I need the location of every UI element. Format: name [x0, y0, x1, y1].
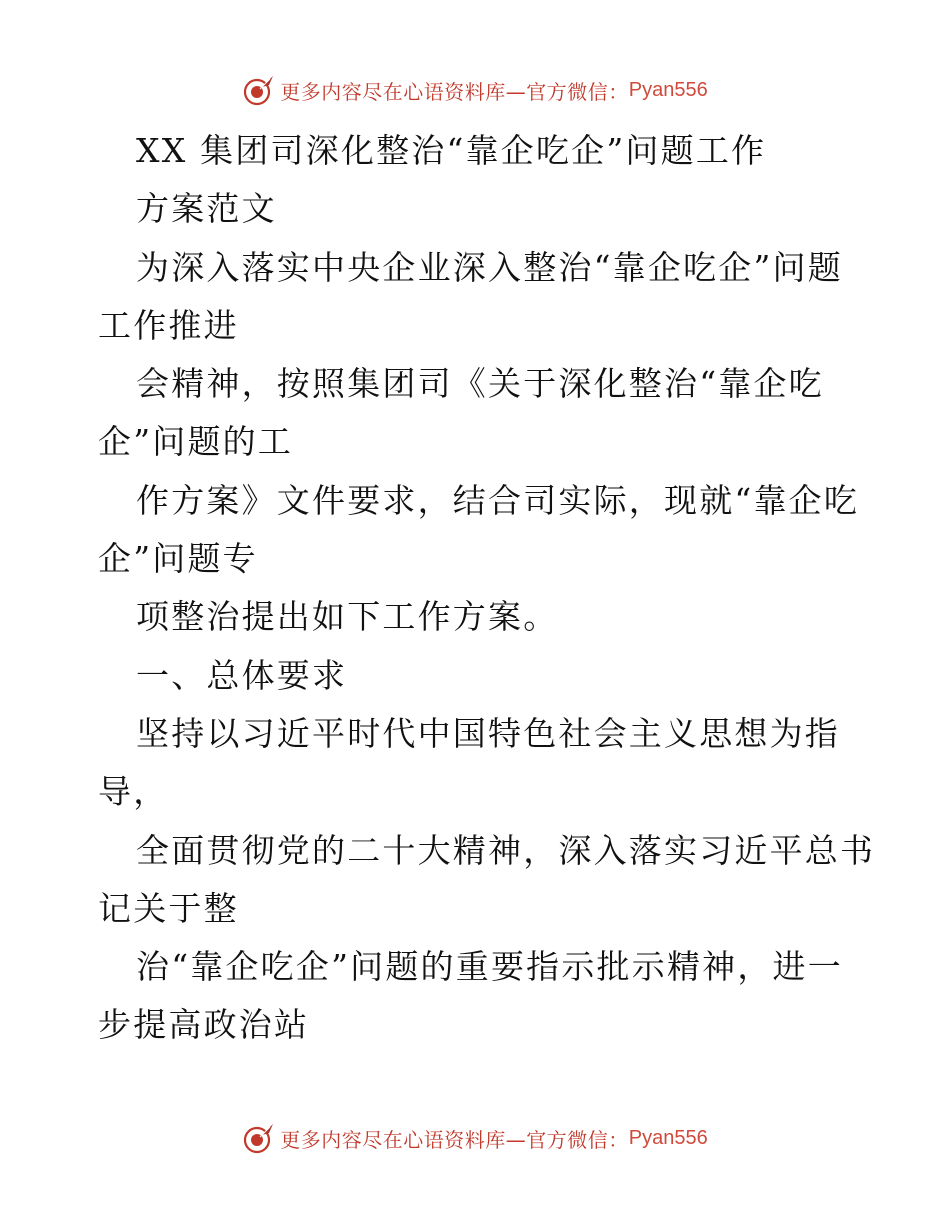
body-line: 企”问题专 [98, 539, 258, 579]
body-line: 坚持以习近平时代中国特色社会主义思想为指 [136, 713, 840, 753]
body-paragraphs [98, 239, 876, 1055]
body-line: 为深入落实中央企业深入整治“靠企吃企”问题 [136, 247, 843, 287]
footer-banner [0, 1118, 950, 1158]
title-line: 方案范文 [136, 189, 277, 229]
document-body [98, 122, 876, 1055]
header-banner [0, 70, 950, 110]
body-line: 企”问题的工 [98, 422, 294, 462]
body-line: 全面贯彻党的二十大精神，深入落实习近平总书 [136, 830, 876, 870]
body-line: 导， [98, 772, 169, 812]
title-line: XX 集团司深化整治“靠企吃企”问题工作 [136, 131, 767, 170]
body-line: 作方案》文件要求，结合司实际，现就“靠企吃 [136, 480, 860, 520]
body-line: 治“靠企吃企”问题的重要指示批示精神，进一 [136, 947, 843, 987]
banner-wechat-id: Pyan556 [628, 1126, 708, 1149]
quill-logo-icon [242, 1121, 276, 1155]
quill-logo-icon [242, 73, 276, 107]
banner-text: 更多内容尽在心语资料库—官方微信： [280, 1127, 629, 1152]
body-line: 步提高政治站 [98, 1005, 310, 1045]
body-line: 工作推进 [98, 305, 239, 345]
body-line: 项整治提出如下工作方案。 [136, 597, 559, 637]
body-line: 会精神，按照集团司《关于深化整治“靠企吃 [136, 364, 824, 404]
banner-text: 更多内容尽在心语资料库—官方微信： [280, 79, 629, 104]
banner-wechat-id: Pyan556 [628, 78, 708, 101]
body-line: 一、总体要求 [136, 655, 348, 695]
body-line: 记关于整 [98, 888, 239, 928]
